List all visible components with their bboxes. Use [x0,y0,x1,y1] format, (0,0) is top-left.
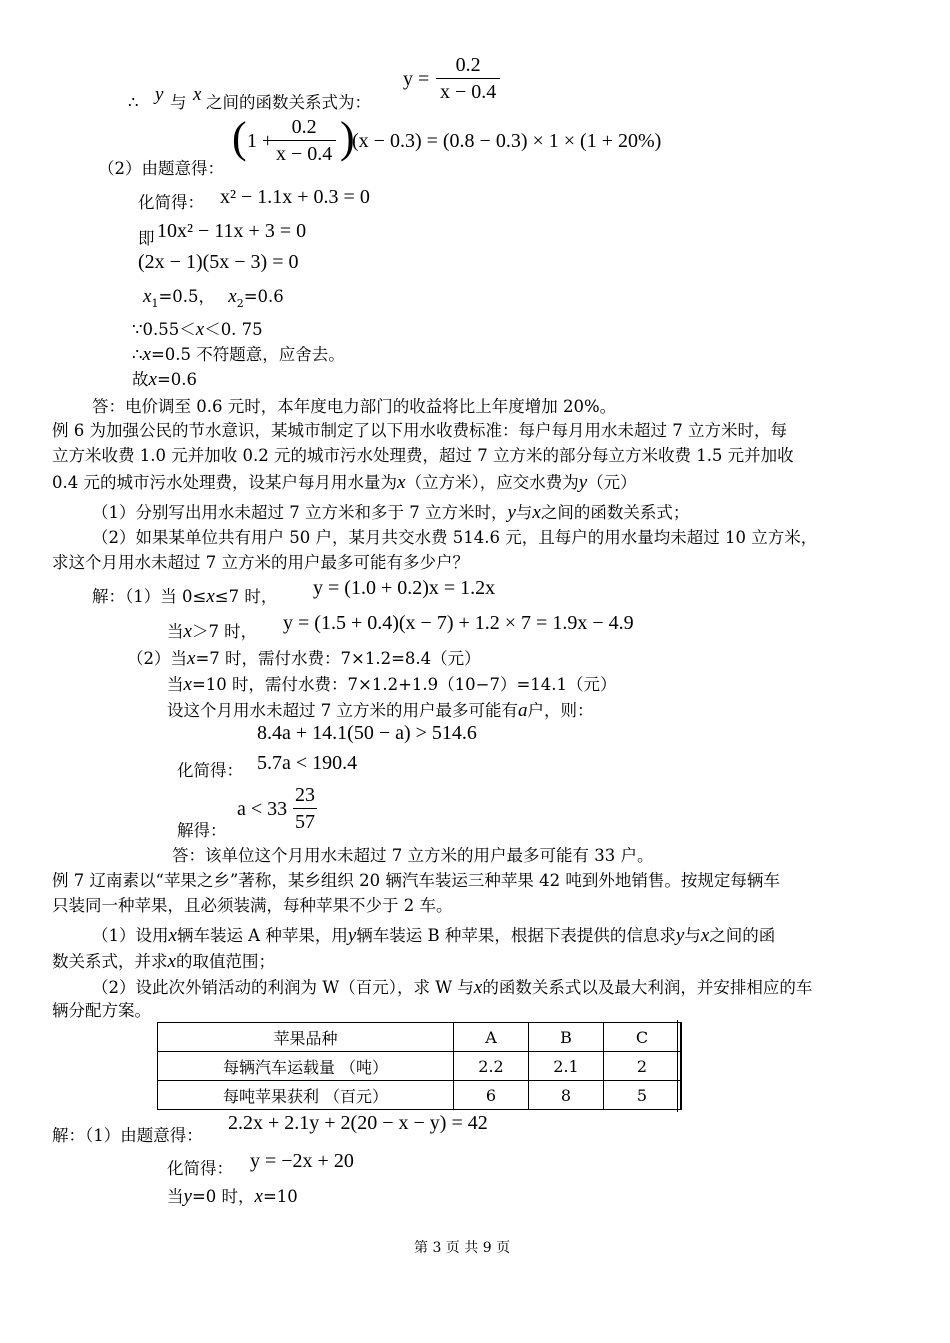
equation: y = (1.0 + 0.2)x = 1.2x [313,577,496,599]
step-label: 化简得： [167,1159,233,1178]
step-label: （2）由题意得： [98,159,224,178]
eq-part: 1 + [247,130,274,152]
problem-text: 求这个月用水未超过 7 立方米的用户最多可能有多少户？ [52,553,469,572]
step-label: 解得： [177,821,227,840]
var-x: x [193,84,202,105]
equation: y = (1.5 + 0.4)(x − 7) + 1.2 × 7 = 1.9x − 4.9 [283,612,634,634]
solution-text: （2）当x=7 时，需付水费：7×1.2=8.4（元） [127,648,481,669]
table-cell: 每辆汽车运载量 （吨） [158,1052,454,1081]
table-row [158,1052,682,1081]
problem-text: 数关系式，并求x的取值范围； [52,951,275,972]
problem-text: （1）分别写出用水未超过 7 立方米和多于 7 立方米时，y与x之间的函数关系式； [92,502,690,523]
table-cell: 每吨苹果获利 （百元） [158,1081,454,1110]
fraction: $\frac{0.2}{x - 0.4}$ [436,52,500,105]
solution-text: 当x＞7 时， [167,621,258,642]
paren-right: ) [340,113,355,162]
table-cell: 2.2 [454,1052,529,1081]
table-double-border [677,1020,678,1112]
problem-text: （1）设用x辆车装运 A 种苹果，用y辆车装运 B 种苹果，根据下表提供的信息求y与x之间的函 [92,925,776,946]
equation: 10x² − 11x + 3 = 0 [157,220,307,242]
table-cell: 8 [529,1081,604,1110]
table-header-cell: 苹果品种 [158,1023,454,1052]
table-header-cell: A [454,1023,529,1052]
answer-text: 答：该单位这个月用水未超过 7 立方米的用户最多可能有 33 户。 [172,846,654,865]
step-label: 化简得： [177,761,243,780]
eq-lhs: y = [403,68,430,90]
therefore-sign: ∴ [128,93,139,112]
step-label: 解：（1）由题意得： [52,1126,203,1145]
step-label: 化简得： [138,193,204,212]
solution-text: 当y=0 时，x=10 [167,1186,298,1207]
page-footer: 第 3 页 共 9 页 [414,1240,511,1256]
table-row [158,1081,682,1110]
equation: (2x − 1)(5x − 3) = 0 [138,251,299,273]
equation: 8.4a + 14.1(50 − a) > 514.6 [257,722,477,744]
equation: 2.2x + 2.1y + 2(20 − x − y) = 42 [228,1112,488,1134]
equation: a < 33 [237,798,288,820]
answer-text: 答：电价调至 0.6 元时，本年度电力部门的收益将比上年度增加 20%。 [92,397,617,416]
equation: 5.7a < 190.4 [257,752,358,774]
table-cell: 2.1 [529,1052,604,1081]
problem-text: 例 6 为加强公民的节水意识，某城市制定了以下用水收费标准：每户每月用水未超过 7 立方米时，每 [52,421,787,440]
text: 与 [170,93,187,112]
step-label: 即 [138,229,155,248]
table-header-cell: C [604,1023,682,1052]
fraction: $\frac{23}{57}$ [295,784,315,833]
text: ∵0.55＜x＜0. 75 [132,319,263,340]
paren-left: ( [232,113,247,162]
roots-line: $x_1=0.5$， $x_2=0.6$ [143,286,284,310]
fraction: $\frac{0.2}{x - 0.4}$ [272,114,336,167]
text: ∴x=0.5 不符题意，应舍去。 [132,344,345,365]
equation: y = −2x + 20 [250,1150,354,1172]
table-header-row [158,1023,682,1052]
eq-part: (x − 0.3) = (0.8 − 0.3) × 1 × (1 + 20%) [352,130,662,152]
table-cell: 5 [604,1081,682,1110]
text: 故x=0.6 [132,369,198,390]
problem-text: （2）设此次外销活动的利润为 W（百元），求 W 与x的函数关系式以及最大利润，并安排相应的车 [92,977,813,998]
table-cell: 6 [454,1081,529,1110]
text: 之间的函数关系式为： [206,93,371,112]
problem-text: 立方米收费 1.0 元并加收 0.2 元的城市污水处理费，超过 7 立方米的部分每立方米收费 1.5 元并加收 [52,446,794,465]
apple-info-table [157,1022,682,1110]
equation: x² − 1.1x + 0.3 = 0 [220,186,370,208]
solution-text: 当x=10 时，需付水费：7×1.2+1.9（10−7）=14.1（元） [167,674,617,695]
problem-text: （2）如果某单位共有用户 50 户，某月共交水费 514.6 元，且每户的用水量均未超过 10 立方米， [92,528,818,547]
var-y: y [155,84,164,105]
problem-text: 例 7 辽南素以“苹果之乡”著称，某乡组织 20 辆汽车装运三种苹果 42 吨到外地销售。按规定每辆车 [52,871,780,890]
problem-text: 辆分配方案。 [52,1001,151,1020]
solution-text: 设这个月用水未超过 7 立方米的用户最多可能有a户，则： [167,700,594,721]
solution-text: 解：（1）当 0≤x≤7 时， [92,586,278,607]
table-header-cell: B [529,1023,604,1052]
table-cell: 2 [604,1052,682,1081]
problem-text: 0.4 元的城市污水处理费，设某户每月用水量为x（立方米），应交水费为y（元） [52,472,637,493]
problem-text: 只装同一种苹果，且必须装满，每种苹果不少于 2 车。 [52,896,453,915]
